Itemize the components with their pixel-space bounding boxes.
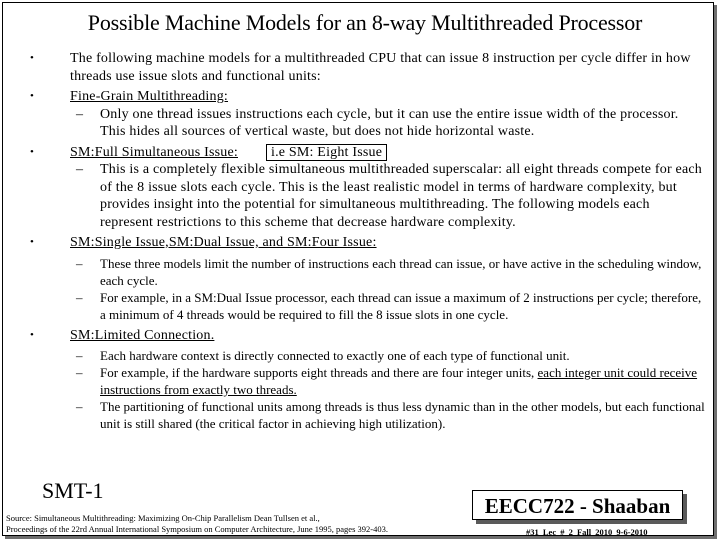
- full-simultaneous-sub-text: This is a completely flexible simultaneous multithreaded superscalar: all eight threads compete for each of the 8 issue slots each cycle. This is the least realistic model in terms of hardware complexity, but provides insight into the potential for simultaneous multithreading. The following models each represent restrictions to this scheme that decrease hardware complexity.: [100, 162, 702, 230]
- source-line-1: Source: Simultaneous Multithreading: Maximizing On-Chip Parallelism Dean Tullsen et al.,: [6, 513, 320, 523]
- fine-grain-heading: Fine-Grain Multithreading:: [70, 89, 229, 104]
- slide-label: SMT-1: [42, 478, 104, 503]
- intro-text: The following machine models for a multithreaded CPU that can issue 8 instruction per cycle differ in how threads use issue slots and functional units:: [70, 51, 691, 84]
- full-simultaneous-sub-1: [30, 161, 706, 231]
- fine-grain-sub-1: [30, 106, 706, 141]
- single-dual-four-sub-2: [30, 289, 706, 323]
- dash-icon: –: [76, 255, 83, 271]
- slide-title: Possible Machine Models for an 8-way Multithreaded Processor: [87, 10, 643, 35]
- single-dual-four-sub-text-1: These three models limit the number of instructions each thread can issue, or have active in the scheduling window, each cycle.: [100, 255, 702, 288]
- bullet-icon: •: [30, 90, 35, 102]
- bullet-intro: [30, 50, 706, 85]
- limited-connection-sub-1: [30, 347, 706, 364]
- bullet-icon: •: [30, 236, 35, 248]
- single-dual-four-heading: SM:Single Issue,SM:Dual Issue, and SM:Four Issue:: [70, 235, 377, 250]
- dash-icon: –: [76, 162, 84, 177]
- slide-footer: #31 Lec # 2 Fall 2010 9-6-2010: [526, 527, 648, 537]
- course-badge: EECC722 - Shaaban: [472, 490, 683, 520]
- single-dual-four-sub-1: [30, 255, 706, 289]
- limited-connection-sub-text-3: The partitioning of functional units among threads is thus less dynamic than in the other models, but each functional unit is still shared (the critical factor in achieving high utilization).: [100, 399, 705, 431]
- full-simultaneous-heading: SM:Full Simultaneous Issue:: [70, 144, 238, 160]
- eight-issue-callout: i.e SM: Eight Issue: [266, 144, 387, 161]
- bullet-limited-connection: [30, 327, 706, 345]
- source-citation: [6, 513, 388, 535]
- limited-connection-underlined: each integer unit could receive instructions from exactly two threads.: [100, 365, 698, 397]
- limited-connection-sub-text-1: Each hardware context is directly connected to exactly one of each type of functional unit.: [100, 348, 570, 363]
- limited-connection-sub-text-2: For example, if the hardware supports eight threads and there are four integer units,: [100, 365, 538, 380]
- dash-icon: –: [76, 399, 83, 414]
- limited-connection-heading: SM:Limited Connection.: [70, 327, 215, 343]
- source-line-2: Proceedings of the 22rd Annual International Symposium on Computer Architecture, June 1995, pages 392-403.: [6, 524, 388, 534]
- fine-grain-sub-text: Only one thread issues instructions each cycle, but it can use the entire issue width of the processor. This hides all sources of vertical waste, but does not hide horizontal waste.: [100, 106, 679, 139]
- dash-icon: –: [76, 365, 83, 380]
- bullet-single-dual-four: [30, 234, 706, 252]
- bullet-fine-grain: [30, 88, 706, 106]
- dash-icon: –: [76, 106, 84, 122]
- bullet-full-simultaneous: [30, 144, 706, 162]
- limited-connection-sub-2: [30, 364, 706, 398]
- single-dual-four-sub-text-2: For example, in a SM:Dual Issue processor, each thread can issue a maximum of 2 instructions per cycle; therefore, a minimum of 4 threads would be required to fill the 8 issue slots in one cycle.: [100, 289, 702, 322]
- dash-icon: –: [76, 348, 83, 363]
- limited-connection-sub-3: [30, 398, 706, 432]
- dash-icon: –: [76, 289, 83, 305]
- slide-content: [30, 50, 706, 432]
- bullet-icon: •: [30, 328, 35, 341]
- bullet-icon: •: [30, 52, 35, 64]
- bullet-icon: •: [30, 145, 35, 158]
